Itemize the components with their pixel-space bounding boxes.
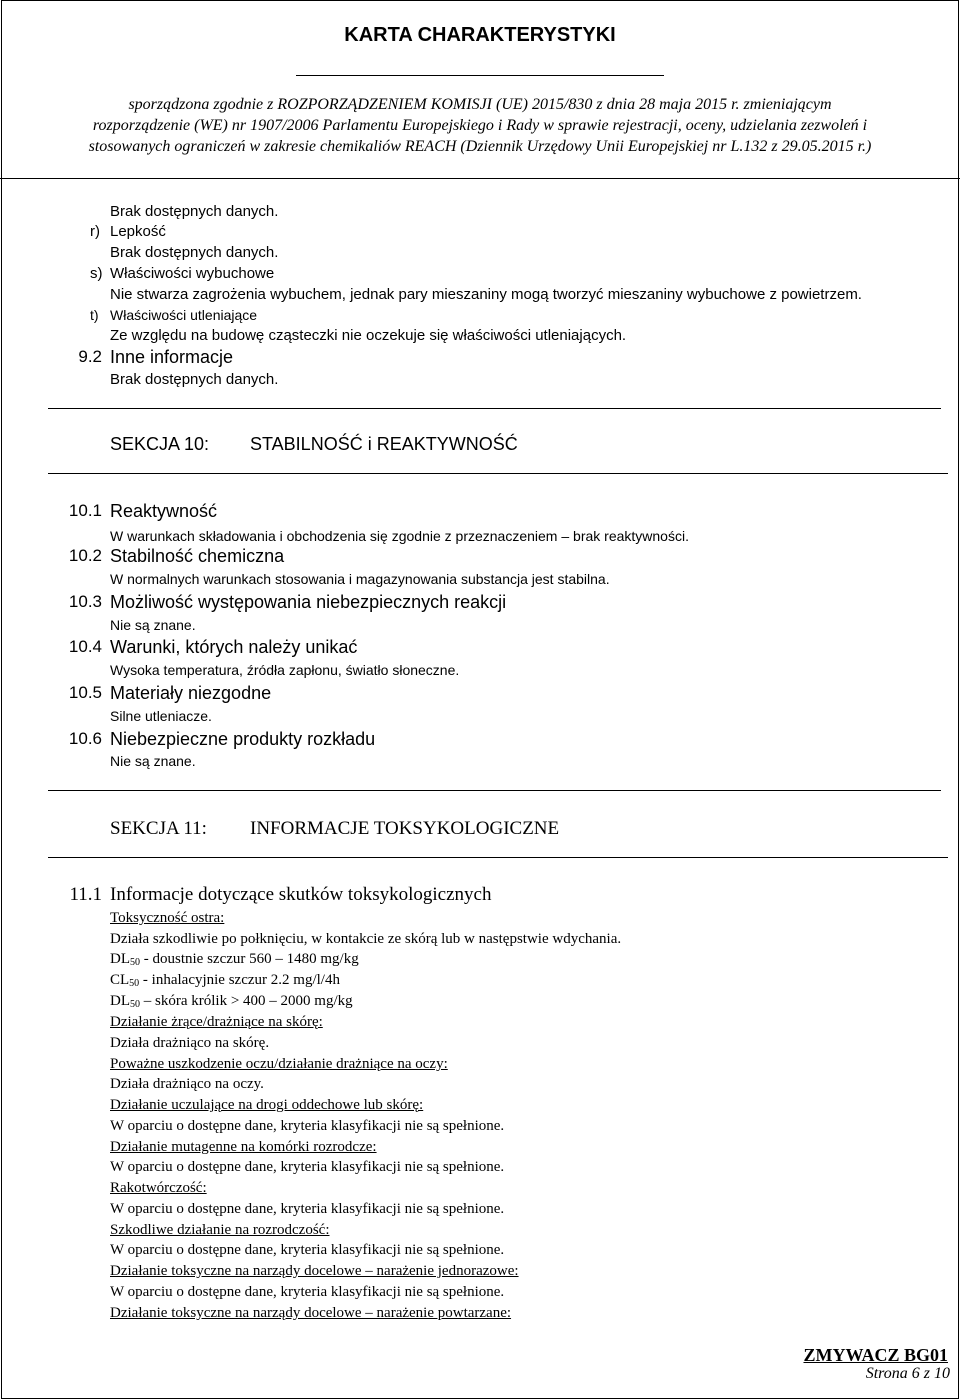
subsection-number: 10.3: [68, 592, 102, 611]
section-rule: [48, 857, 948, 858]
subheading-sensitisation: Działanie uczulające na drogi oddechowe lub skórę:: [110, 1097, 424, 1113]
subsection-title: Niebezpieczne produkty rozkładu: [110, 729, 376, 749]
text-line: Brak dostępnych danych.: [110, 203, 279, 220]
text-line: W oparciu o dostępne dane, kryteria klasyfikacji nie są spełnione.: [110, 1242, 505, 1258]
subsection-title: Stabilność chemiczna: [110, 546, 285, 566]
text-line: Ze względu na budowę cząsteczki nie oczekuje się właściwości utleniających.: [110, 327, 627, 344]
subsection-title: Inne informacje: [110, 347, 234, 367]
tox-value-line: $CL_{50}$ - inhalacyjnie szczur 2.2 mg/l/4h: [110, 972, 340, 989]
text-line: Silne utleniacze.: [110, 708, 212, 724]
product-name: ZMYWACZ BG01: [803, 1345, 948, 1365]
text-line: Działa drażniąco na oczy.: [110, 1076, 264, 1092]
text-line: Nie są znane.: [110, 617, 196, 633]
text-line: Wysoka temperatura, źródła zapłonu, światło słoneczne.: [110, 662, 460, 678]
text-line: Brak dostępnych danych.: [110, 244, 279, 261]
text-line: W oparciu o dostępne dane, kryteria klasyfikacji nie są spełnione.: [110, 1201, 505, 1217]
section-rule: [48, 790, 941, 791]
subsection-number: 10.5: [68, 683, 102, 702]
subheading-acute-toxicity: Toksyczność ostra:: [110, 910, 225, 926]
item-letter-s: s): [90, 265, 103, 282]
tox-value-line: $DL_{50}$ - doustnie szczur 560 – 1480 mg/kg: [110, 951, 359, 968]
text-line: Nie są znane.: [110, 753, 196, 769]
item-title-viscosity: Lepkość: [110, 223, 166, 240]
text-line: Brak dostępnych danych.: [110, 371, 279, 388]
item-letter-t: t): [90, 307, 99, 323]
item-title-explosive: Właściwości wybuchowe: [110, 265, 275, 282]
section-title: STABILNOŚĆ i REAKTYWNOŚĆ: [250, 434, 518, 454]
subheading-reproductive: Szkodliwe działanie na rozrodczość:: [110, 1222, 330, 1238]
text-line: Działa szkodliwie po połknięciu, w kontakcie ze skórą lub w następstwie wdychania.: [110, 931, 622, 947]
subsection-title: Warunki, których należy unikać: [110, 637, 358, 657]
text-line: W oparciu o dostępne dane, kryteria klasyfikacji nie są spełnione.: [110, 1118, 505, 1134]
subsection-title: Reaktywność: [110, 501, 218, 521]
text-line: W oparciu o dostępne dane, kryteria klasyfikacji nie są spełnione.: [110, 1284, 505, 1300]
title-rule: [296, 75, 664, 76]
subsection-title: Informacje dotyczące skutków toksykologicznych: [110, 884, 492, 905]
subsection-number: 10.2: [68, 546, 102, 565]
text-line: W warunkach składowania i obchodzenia się zgodnie z przeznaczeniem – brak reaktywności.: [110, 528, 689, 544]
section-label: SEKCJA 10:: [110, 434, 210, 454]
subsection-title: Możliwość występowania niebezpiecznych reakcji: [110, 592, 507, 612]
subsection-number: 10.1: [68, 501, 102, 520]
section-rule: [48, 408, 941, 409]
text-line: W normalnych warunkach stosowania i magazynowania substancja jest stabilna.: [110, 571, 610, 587]
header-separator: [0, 178, 960, 179]
subsection-number: 11.1: [69, 884, 102, 905]
subheading-stot-single: Działanie toksyczne na narządy docelowe – narażenie jednorazowe:: [110, 1263, 519, 1279]
text-line: W oparciu o dostępne dane, kryteria klasyfikacji nie są spełnione.: [110, 1159, 505, 1175]
subheading-skin: Działanie żrące/drażniące na skórę:: [110, 1014, 323, 1030]
page-number: Strona 6 z 10: [865, 1365, 950, 1382]
item-letter-r: r): [90, 223, 100, 240]
document-title: KARTA CHARAKTERYSTYKI: [344, 24, 616, 46]
regulation-line-2: rozporządzenie (WE) nr 1907/2006 Parlamentu Europejskiego i Rady w sprawie rejestracji, oceny, udzielania zezwoleń i: [92, 117, 868, 134]
subheading-stot-repeated: Działanie toksyczne na narządy docelowe – narażenie powtarzane:: [110, 1305, 512, 1321]
section-label: SEKCJA 11:: [110, 818, 207, 839]
subheading-eye: Poważne uszkodzenie oczu/działanie drażniące na oczy:: [110, 1056, 448, 1072]
subsection-title: Materiały niezgodne: [110, 683, 272, 703]
text-line: Działa drażniąco na skórę.: [110, 1035, 270, 1051]
section-title: INFORMACJE TOKSYKOLOGICZNE: [250, 818, 560, 839]
subsection-number: 10.6: [68, 729, 102, 748]
text-line: Nie stwarza zagrożenia wybuchem, jednak pary mieszaniny mogą tworzyć mieszaniny wybuchowe z powietrzem.: [110, 286, 862, 303]
regulation-line-3: stosowanych ograniczeń w zakresie chemikaliów REACH (Dziennik Urzędowy Unii Europejskiej nr L.132 z 29.05.2015 r.): [88, 138, 872, 155]
subheading-mutagenicity: Działanie mutagenne na komórki rozrodcze:: [110, 1139, 377, 1155]
section-rule: [48, 473, 948, 474]
tox-value-line: $DL_{50}$ – skóra królik > 400 – 2000 mg/kg: [110, 993, 353, 1010]
item-title-oxidizing: Właściwości utleniające: [110, 307, 258, 323]
subheading-carcinogenicity: Rakotwórczość:: [110, 1180, 207, 1196]
subsection-number: 10.4: [68, 637, 102, 656]
subsection-number: 9.2: [78, 347, 102, 366]
regulation-line-1: sporządzona zgodnie z ROZPORZĄDZENIEM KOMISJI (UE) 2015/830 z dnia 28 maja 2015 r. zmieniającym: [128, 96, 832, 113]
